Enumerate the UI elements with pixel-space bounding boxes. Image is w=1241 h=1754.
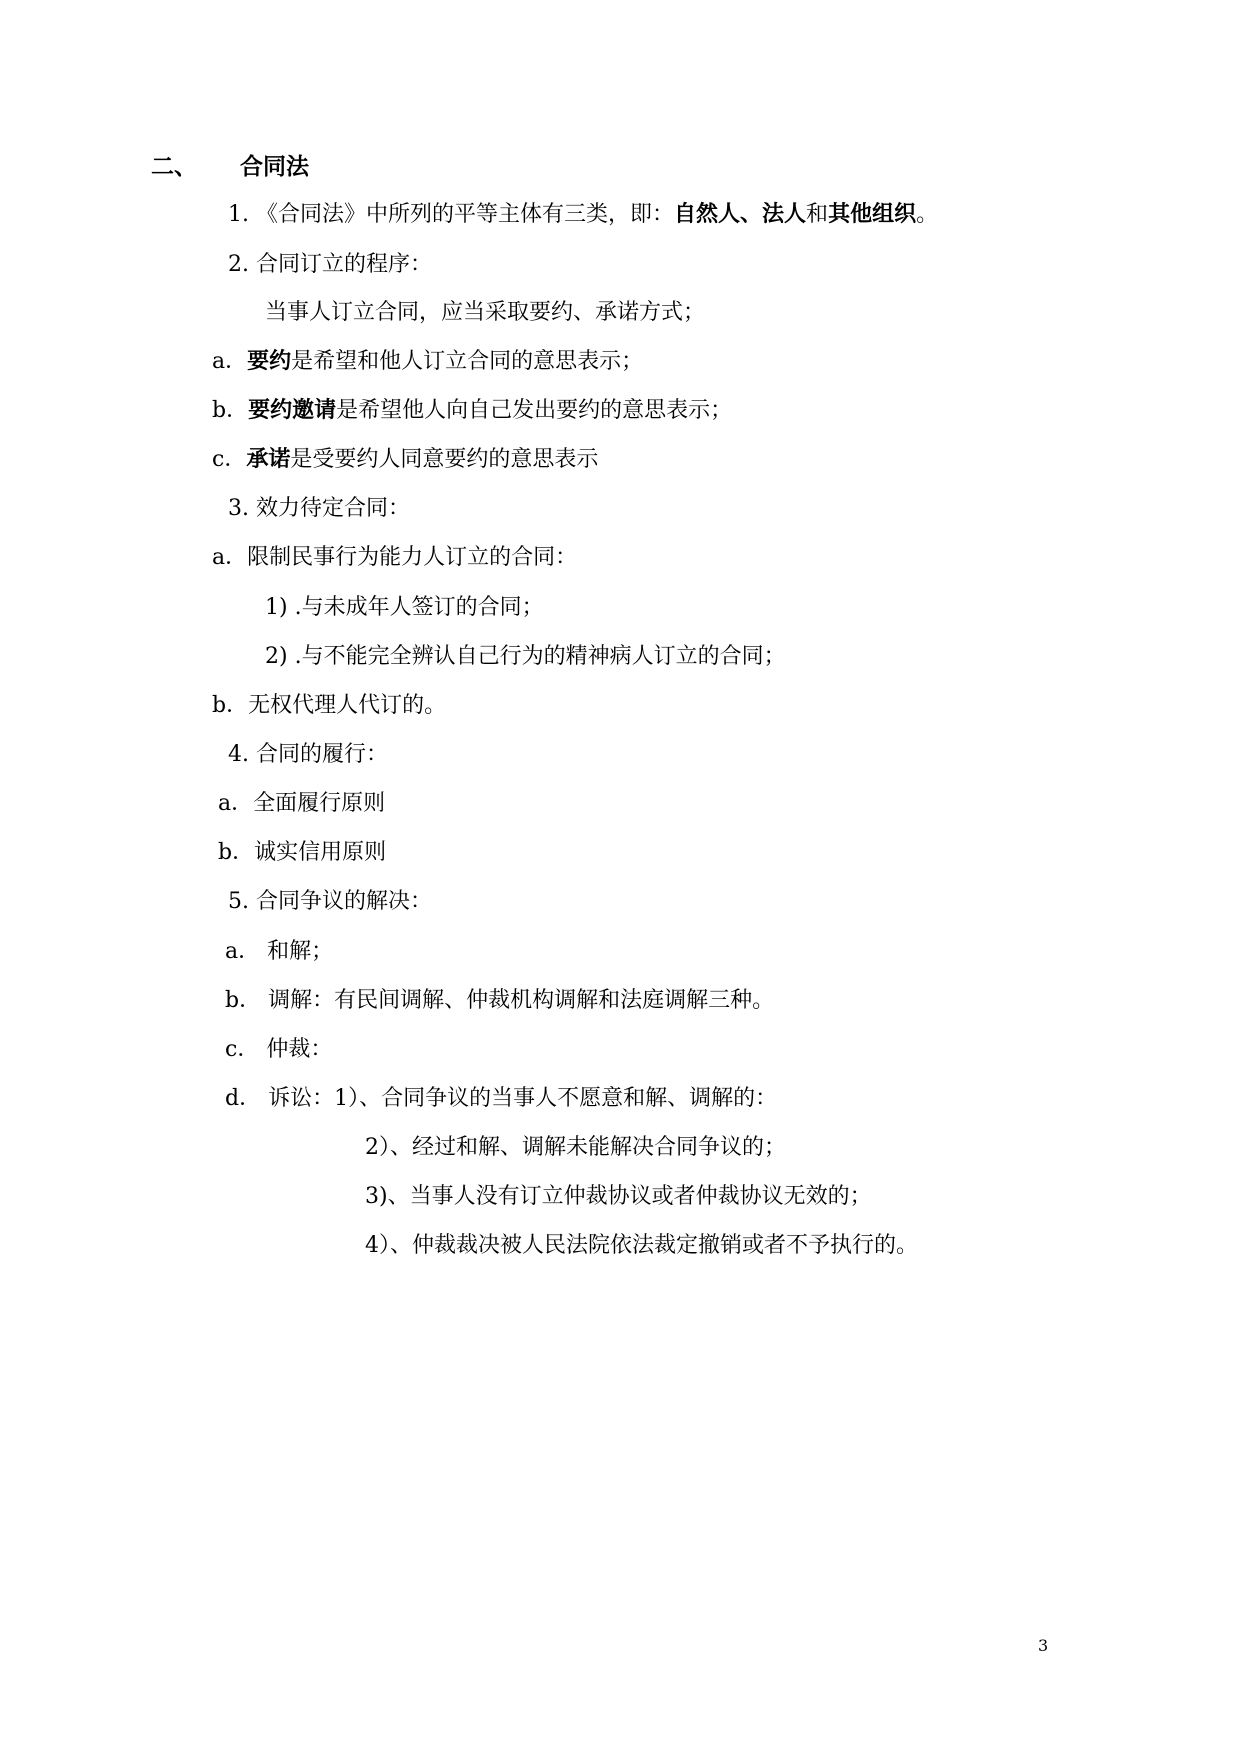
item2-b	[212, 396, 732, 426]
item4-a: a．全面履行原则	[218, 791, 386, 816]
definition: 是希望和他人订立合同的意思表示；	[291, 349, 644, 374]
item5-d4: 4）、仲裁裁决被人民法院依法裁定撤销或者不予执行的。	[365, 1233, 918, 1258]
item3-a2: 2) .与不能完全辨认自己行为的精神病人订立的合同；	[265, 644, 786, 669]
period: 。	[916, 202, 939, 227]
term-legal-person: 法人	[762, 202, 807, 227]
label: a．	[212, 349, 248, 374]
item3-a1: 1) .与未成年人签订的合同；	[265, 595, 544, 620]
item3-title: 3. 效力待定合同：	[228, 496, 410, 521]
item5-d2: 2）、经过和解、调解未能解决合同争议的；	[365, 1135, 786, 1160]
item3-a: a．限制民事行为能力人订立的合同：	[212, 545, 578, 570]
section-title: 合同法	[240, 154, 309, 180]
definition: 是受要约人同意要约的意思表示	[290, 447, 599, 472]
item2-a	[212, 347, 643, 377]
term-acceptance: 承诺	[246, 447, 291, 472]
item4-b: b．诚实信用原则	[218, 840, 387, 865]
item2-title: 2. 合同订立的程序：	[228, 252, 432, 277]
item5-d: d． 诉讼：1）、合同争议的当事人不愿意和解、调解的：	[225, 1086, 778, 1111]
term-other-org: 其他组织	[828, 202, 917, 227]
term-invitation: 要约邀请	[248, 398, 337, 423]
item2-intro: 当事人订立合同，应当采取要约、承诺方式；	[265, 300, 706, 325]
separator: 、	[740, 202, 763, 227]
item2-c	[212, 445, 598, 475]
item5-title: 5. 合同争议的解决：	[228, 889, 432, 914]
item5-c: c． 仲裁：	[225, 1037, 333, 1062]
label: c．	[212, 447, 247, 472]
item3-b: b．无权代理人代订的。	[212, 693, 447, 718]
section-number: 二、	[151, 154, 197, 180]
connector: 和	[806, 202, 829, 227]
item5-a: a． 和解；	[225, 939, 334, 964]
definition: 是希望他人向自己发出要约的意思表示；	[336, 398, 733, 423]
label: b．	[212, 398, 249, 423]
item5-b: b． 调解：有民间调解、仲裁机构调解和法庭调解三种。	[225, 988, 775, 1013]
page-number: 3	[1038, 1636, 1049, 1655]
item4-title: 4. 合同的履行：	[228, 742, 388, 767]
item1-text: 1. 《合同法》中所列的平等主体有三类，即：	[228, 202, 674, 227]
item1-line	[228, 200, 938, 230]
term-natural-person: 自然人	[674, 202, 741, 227]
item5-d3: 3)、当事人没有订立仲裁协议或者仲裁协议无效的；	[365, 1184, 872, 1209]
term-offer: 要约	[247, 349, 292, 374]
